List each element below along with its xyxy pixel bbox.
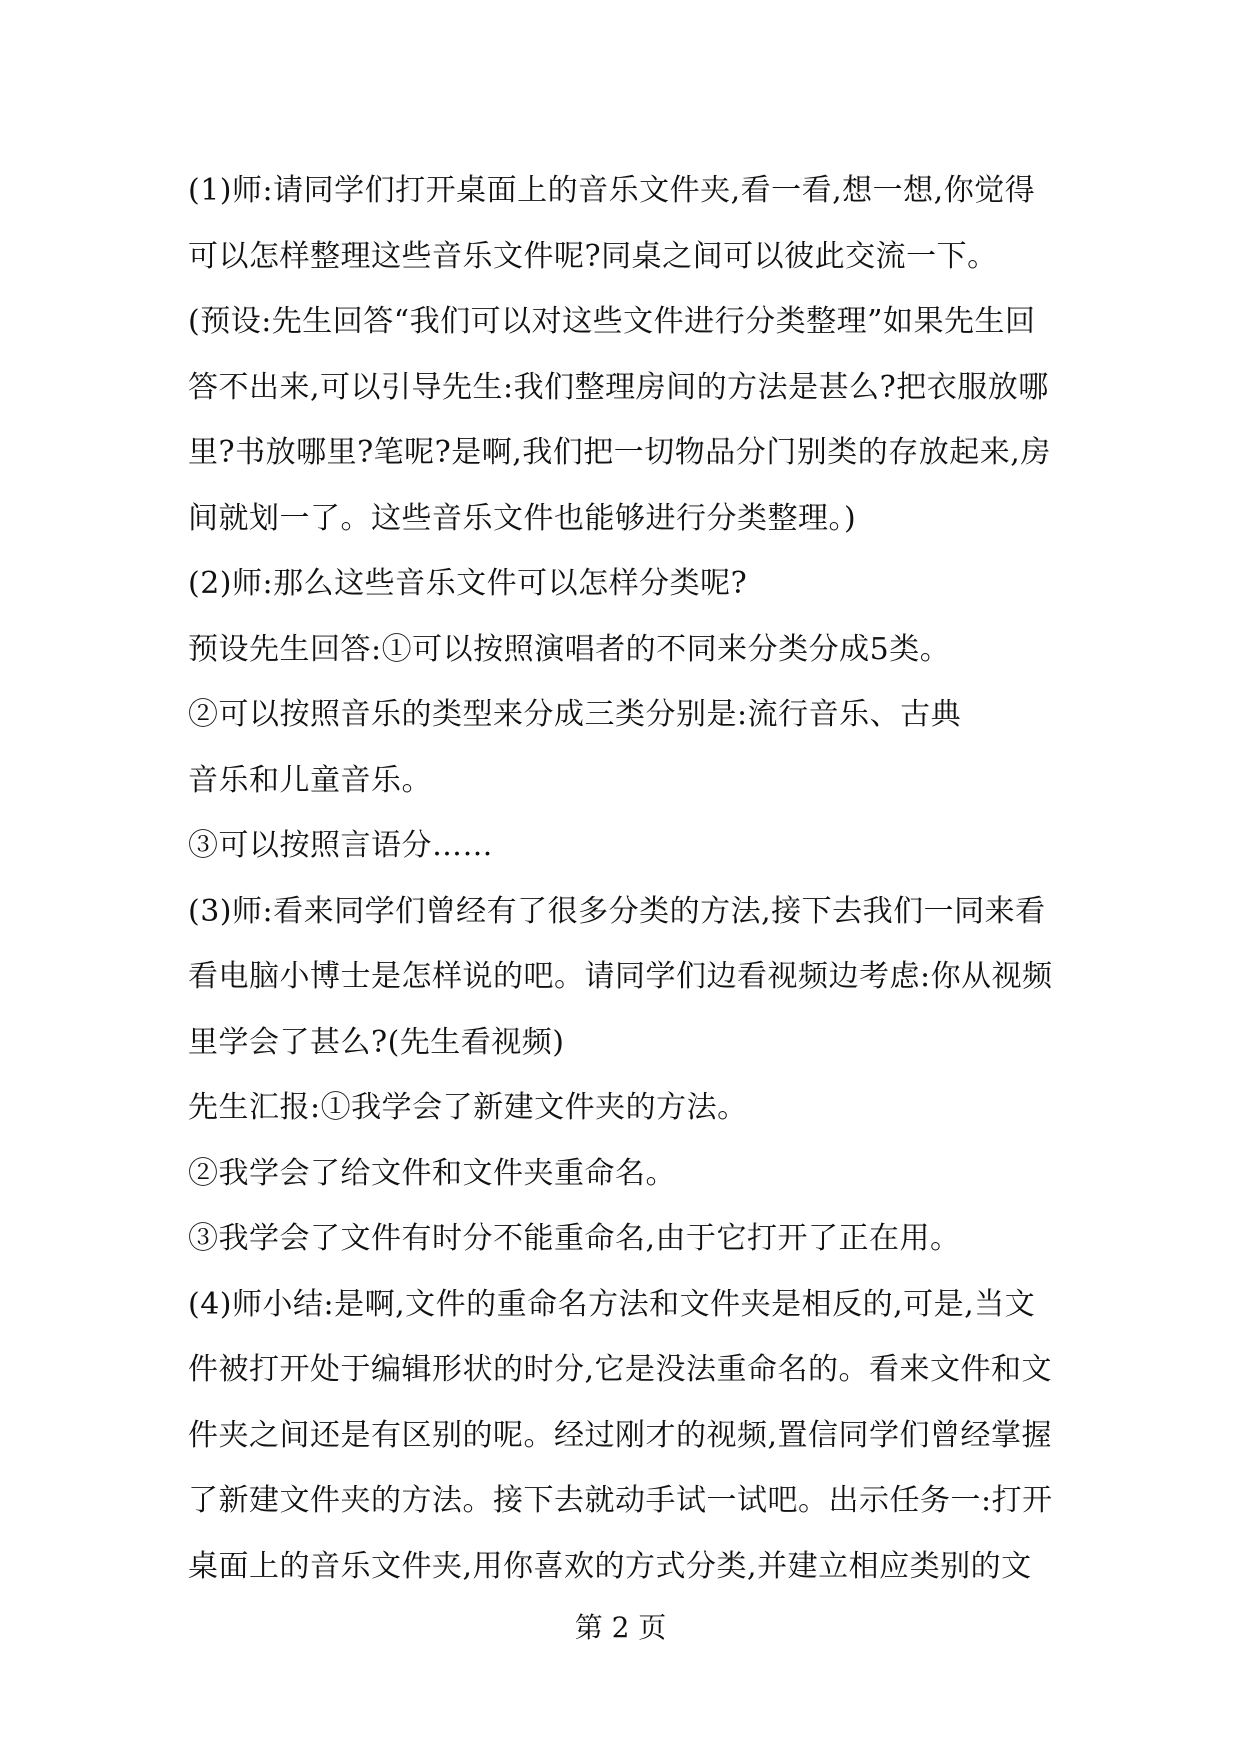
document-body: [188, 158, 1068, 1599]
text-line: (预设:先生回答“我们可以对这些文件进行分类整理”如果先生回: [188, 304, 1036, 339]
text-line: ③我学会了文件有时分不能重命名,由于它打开了正在用。: [188, 1221, 961, 1256]
text-line: (4)师小结:是啊,文件的重命名方法和文件夹是相反的,可是,当文: [188, 1286, 1036, 1322]
text-line: 音乐和儿童音乐。: [188, 762, 432, 798]
text-line: 可以怎样整理这些音乐文件呢?同桌之间可以彼此交流一下。: [188, 238, 998, 274]
text-line: 桌面上的音乐文件夹,用你喜欢的方式分类,并建立相应类别的文: [188, 1548, 1032, 1584]
page-number: 第 2 页: [574, 1611, 667, 1644]
text-line: (1)师:请同学们打开桌面上的音乐文件夹,看一看,想一想,你觉得: [188, 173, 1036, 208]
text-line: ③可以按照言语分……: [188, 828, 493, 863]
text-line: 里学会了甚么?(先生看视频): [188, 1024, 565, 1060]
text-line: 里?书放哪里?笔呢?是啊,我们把一切物品分门别类的存放起来,房: [188, 435, 1051, 470]
text-line: 先生汇报:①我学会了新建文件夹的方法。: [188, 1090, 748, 1125]
text-line: 看电脑小博士是怎样说的吧。请同学们边看视频边考虑:你从视频: [188, 959, 1053, 994]
text-line: 了新建文件夹的方法。接下去就动手试一试吧。出示任务一:打开: [188, 1483, 1053, 1518]
text-line: (2)师:那么这些音乐文件可以怎样分类呢?: [188, 566, 748, 601]
text-line: 预设先生回答:①可以按照演唱者的不同来分类分成5类。: [188, 631, 951, 667]
text-line: ②可以按照音乐的类型来分成三类分别是:流行音乐、古典: [188, 697, 962, 732]
text-line: ②我学会了给文件和文件夹重命名。: [188, 1155, 676, 1191]
text-line: 间就划一了。这些音乐文件也能够进行分类整理。): [188, 500, 857, 536]
text-line: (3)师:看来同学们曾经有了很多分类的方法,接下去我们一同来看: [188, 893, 1046, 929]
text-line: 件被打开处于编辑形状的时分,它是没法重命名的。看来文件和文: [188, 1352, 1053, 1387]
text-line: 件夹之间还是有区别的呢。经过刚才的视频,置信同学们曾经掌握: [188, 1417, 1053, 1453]
text-line: 答不出来,可以引导先生:我们整理房间的方法是甚么?把衣服放哪: [188, 369, 1049, 405]
